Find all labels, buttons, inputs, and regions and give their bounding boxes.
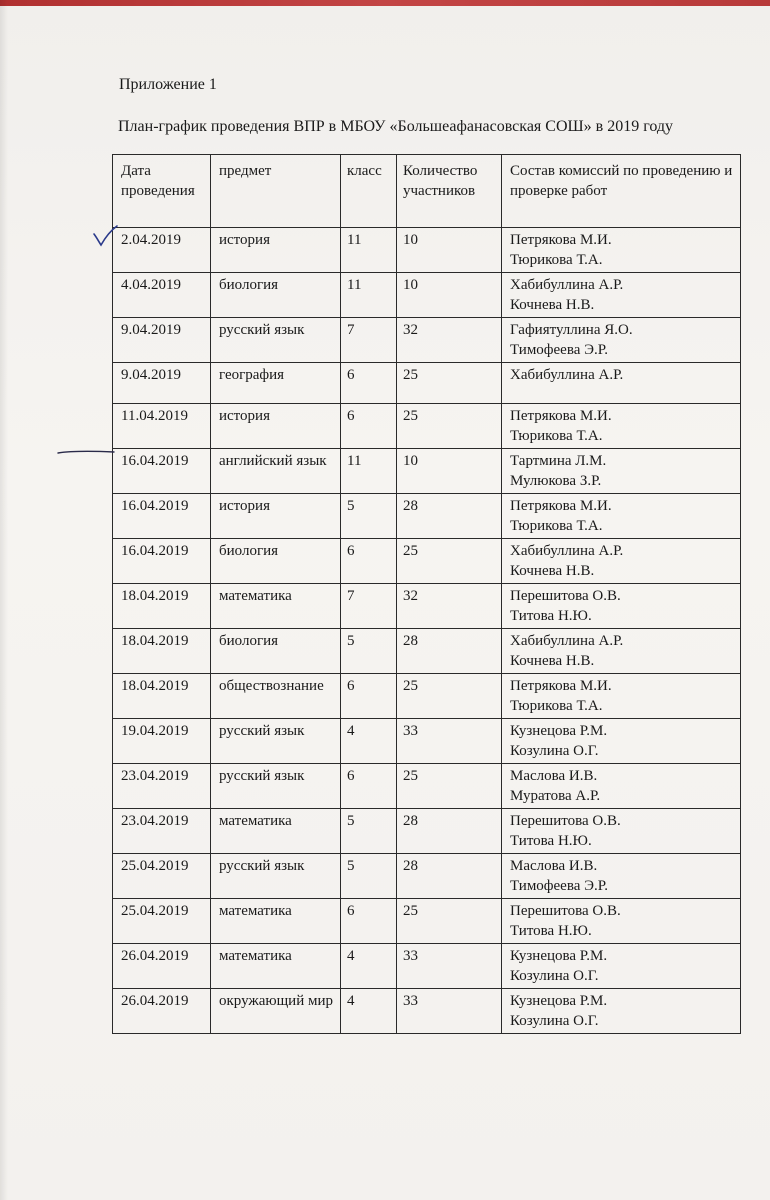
cell-date: 9.04.2019	[113, 363, 211, 404]
table-row	[113, 449, 741, 494]
commission-member: Муратова А.Р.	[510, 788, 601, 804]
cell-class: 7	[341, 584, 397, 629]
commission-member: Кузнецова Р.М.	[510, 948, 608, 964]
cell-commission	[502, 809, 741, 854]
cell-class: 11	[341, 273, 397, 318]
checkmark-pen-mark	[91, 224, 121, 254]
commission-member: Хабибуллина А.Р.	[510, 277, 624, 293]
cell-date: 18.04.2019	[113, 674, 211, 719]
commission-member: Тюрикова Т.А.	[510, 252, 603, 268]
table-row	[113, 944, 741, 989]
table-row	[113, 539, 741, 584]
table-row	[113, 854, 741, 899]
cell-count: 25	[397, 899, 502, 944]
cell-class: 6	[341, 764, 397, 809]
commission-member: Козулина О.Г.	[510, 743, 599, 759]
cell-subject: география	[211, 363, 341, 404]
cell-count: 28	[397, 494, 502, 539]
cell-date: 25.04.2019	[113, 899, 211, 944]
cell-class: 11	[341, 228, 397, 273]
cell-subject: английский язык	[211, 449, 341, 494]
header-date: Дата проведения	[113, 155, 211, 228]
cell-class: 5	[341, 629, 397, 674]
table-row	[113, 989, 741, 1034]
cell-date: 16.04.2019	[113, 539, 211, 584]
cell-class: 6	[341, 363, 397, 404]
commission-member: Хабибуллина А.Р.	[510, 633, 624, 649]
header-subject: предмет	[211, 155, 341, 228]
cell-count: 25	[397, 404, 502, 449]
cell-commission	[502, 629, 741, 674]
cell-date: 11.04.2019	[113, 404, 211, 449]
cell-count: 25	[397, 764, 502, 809]
commission-member: Хабибуллина А.Р.	[510, 543, 624, 559]
cell-subject: русский язык	[211, 318, 341, 363]
table-row	[113, 494, 741, 539]
commission-member: Тюрикова Т.А.	[510, 518, 603, 534]
cell-date: 18.04.2019	[113, 584, 211, 629]
commission-member: Петрякова М.И.	[510, 232, 612, 248]
commission-member: Петрякова М.И.	[510, 408, 612, 424]
cell-subject: обществознание	[211, 674, 341, 719]
cell-class: 5	[341, 809, 397, 854]
cell-commission	[502, 494, 741, 539]
cell-date: 23.04.2019	[113, 809, 211, 854]
cell-count: 33	[397, 944, 502, 989]
cell-date: 26.04.2019	[113, 989, 211, 1034]
cell-subject: биология	[211, 629, 341, 674]
cell-commission	[502, 449, 741, 494]
cell-class: 6	[341, 674, 397, 719]
cell-count: 28	[397, 854, 502, 899]
commission-member: Петрякова М.И.	[510, 498, 612, 514]
commission-member: Гафиятуллина Я.О.	[510, 322, 633, 338]
cell-count: 28	[397, 629, 502, 674]
table-row	[113, 719, 741, 764]
table-row	[113, 584, 741, 629]
cell-subject: биология	[211, 273, 341, 318]
commission-member: Титова Н.Ю.	[510, 833, 592, 849]
commission-member: Перешитова О.В.	[510, 588, 621, 604]
table-row	[113, 629, 741, 674]
cell-subject: биология	[211, 539, 341, 584]
cell-class: 6	[341, 404, 397, 449]
cell-class: 5	[341, 854, 397, 899]
schedule-table	[112, 154, 741, 1034]
table-row	[113, 899, 741, 944]
commission-member: Козулина О.Г.	[510, 1013, 599, 1029]
header-class: класс	[341, 155, 397, 228]
commission-member: Перешитова О.В.	[510, 813, 621, 829]
cell-commission	[502, 989, 741, 1034]
cell-subject: математика	[211, 584, 341, 629]
cell-date: 16.04.2019	[113, 449, 211, 494]
cell-commission	[502, 404, 741, 449]
commission-member: Кузнецова Р.М.	[510, 723, 608, 739]
cell-commission	[502, 228, 741, 273]
page-shadow	[0, 0, 8, 1200]
cell-subject: история	[211, 494, 341, 539]
cell-count: 25	[397, 363, 502, 404]
page-top-edge	[0, 0, 770, 6]
cell-count: 33	[397, 719, 502, 764]
commission-member: Кочнева Н.В.	[510, 563, 595, 579]
table-row	[113, 809, 741, 854]
cell-subject: математика	[211, 809, 341, 854]
cell-date: 25.04.2019	[113, 854, 211, 899]
commission-member: Козулина О.Г.	[510, 968, 599, 984]
table-row	[113, 273, 741, 318]
commission-member: Маслова И.В.	[510, 768, 598, 784]
commission-member: Перешитова О.В.	[510, 903, 621, 919]
table-row	[113, 404, 741, 449]
cell-count: 25	[397, 674, 502, 719]
cell-subject: математика	[211, 944, 341, 989]
cell-count: 28	[397, 809, 502, 854]
cell-subject: русский язык	[211, 854, 341, 899]
cell-class: 5	[341, 494, 397, 539]
cell-count: 32	[397, 584, 502, 629]
cell-commission	[502, 363, 741, 404]
cell-date: 23.04.2019	[113, 764, 211, 809]
cell-count: 10	[397, 449, 502, 494]
cell-date: 18.04.2019	[113, 629, 211, 674]
pen-dash-mark	[56, 445, 116, 459]
cell-commission	[502, 944, 741, 989]
commission-member: Маслова И.В.	[510, 858, 598, 874]
cell-commission	[502, 674, 741, 719]
cell-count: 10	[397, 273, 502, 318]
cell-class: 6	[341, 539, 397, 584]
cell-commission	[502, 854, 741, 899]
cell-class: 4	[341, 944, 397, 989]
cell-date: 9.04.2019	[113, 318, 211, 363]
cell-count: 32	[397, 318, 502, 363]
cell-commission	[502, 318, 741, 363]
cell-class: 6	[341, 899, 397, 944]
commission-member: Тюрикова Т.А.	[510, 698, 603, 714]
table-row	[113, 318, 741, 363]
cell-subject: окружающий мир	[211, 989, 341, 1034]
commission-member: Кузнецова Р.М.	[510, 993, 608, 1009]
commission-member: Тюрикова Т.А.	[510, 428, 603, 444]
cell-count: 10	[397, 228, 502, 273]
cell-date: 4.04.2019	[113, 273, 211, 318]
commission-member: Петрякова М.И.	[510, 678, 612, 694]
cell-subject: русский язык	[211, 764, 341, 809]
table-row	[113, 363, 741, 404]
commission-member: Титова Н.Ю.	[510, 923, 592, 939]
cell-subject: математика	[211, 899, 341, 944]
cell-date: 16.04.2019	[113, 494, 211, 539]
cell-commission	[502, 719, 741, 764]
table-row	[113, 228, 741, 273]
cell-class: 11	[341, 449, 397, 494]
cell-commission	[502, 899, 741, 944]
cell-subject: русский язык	[211, 719, 341, 764]
table-row	[113, 674, 741, 719]
commission-member: Тимофеева Э.Р.	[510, 342, 609, 358]
commission-member: Хабибуллина А.Р.	[510, 367, 624, 383]
cell-count: 33	[397, 989, 502, 1034]
cell-date: 19.04.2019	[113, 719, 211, 764]
document-title: План-график проведения ВПР в МБОУ «Большеафанасовская СОШ» в 2019 году	[118, 118, 674, 135]
commission-member: Мулюкова З.Р.	[510, 473, 602, 489]
table-header-row	[113, 155, 741, 228]
cell-commission	[502, 273, 741, 318]
cell-class: 4	[341, 989, 397, 1034]
cell-class: 7	[341, 318, 397, 363]
commission-member: Тартмина Л.М.	[510, 453, 607, 469]
header-commission: Состав комиссий по проведению и проверке работ	[502, 155, 741, 228]
cell-date: 26.04.2019	[113, 944, 211, 989]
cell-date: 2.04.2019	[113, 228, 211, 273]
header-count: Количество участников	[397, 155, 502, 228]
table-row	[113, 764, 741, 809]
commission-member: Кочнева Н.В.	[510, 297, 595, 313]
annex-label: Приложение 1	[119, 76, 217, 93]
cell-count: 25	[397, 539, 502, 584]
commission-member: Тимофеева Э.Р.	[510, 878, 609, 894]
cell-class: 4	[341, 719, 397, 764]
cell-subject: история	[211, 228, 341, 273]
cell-commission	[502, 539, 741, 584]
cell-commission	[502, 584, 741, 629]
commission-member: Титова Н.Ю.	[510, 608, 592, 624]
commission-member: Кочнева Н.В.	[510, 653, 595, 669]
cell-subject: история	[211, 404, 341, 449]
cell-commission	[502, 764, 741, 809]
